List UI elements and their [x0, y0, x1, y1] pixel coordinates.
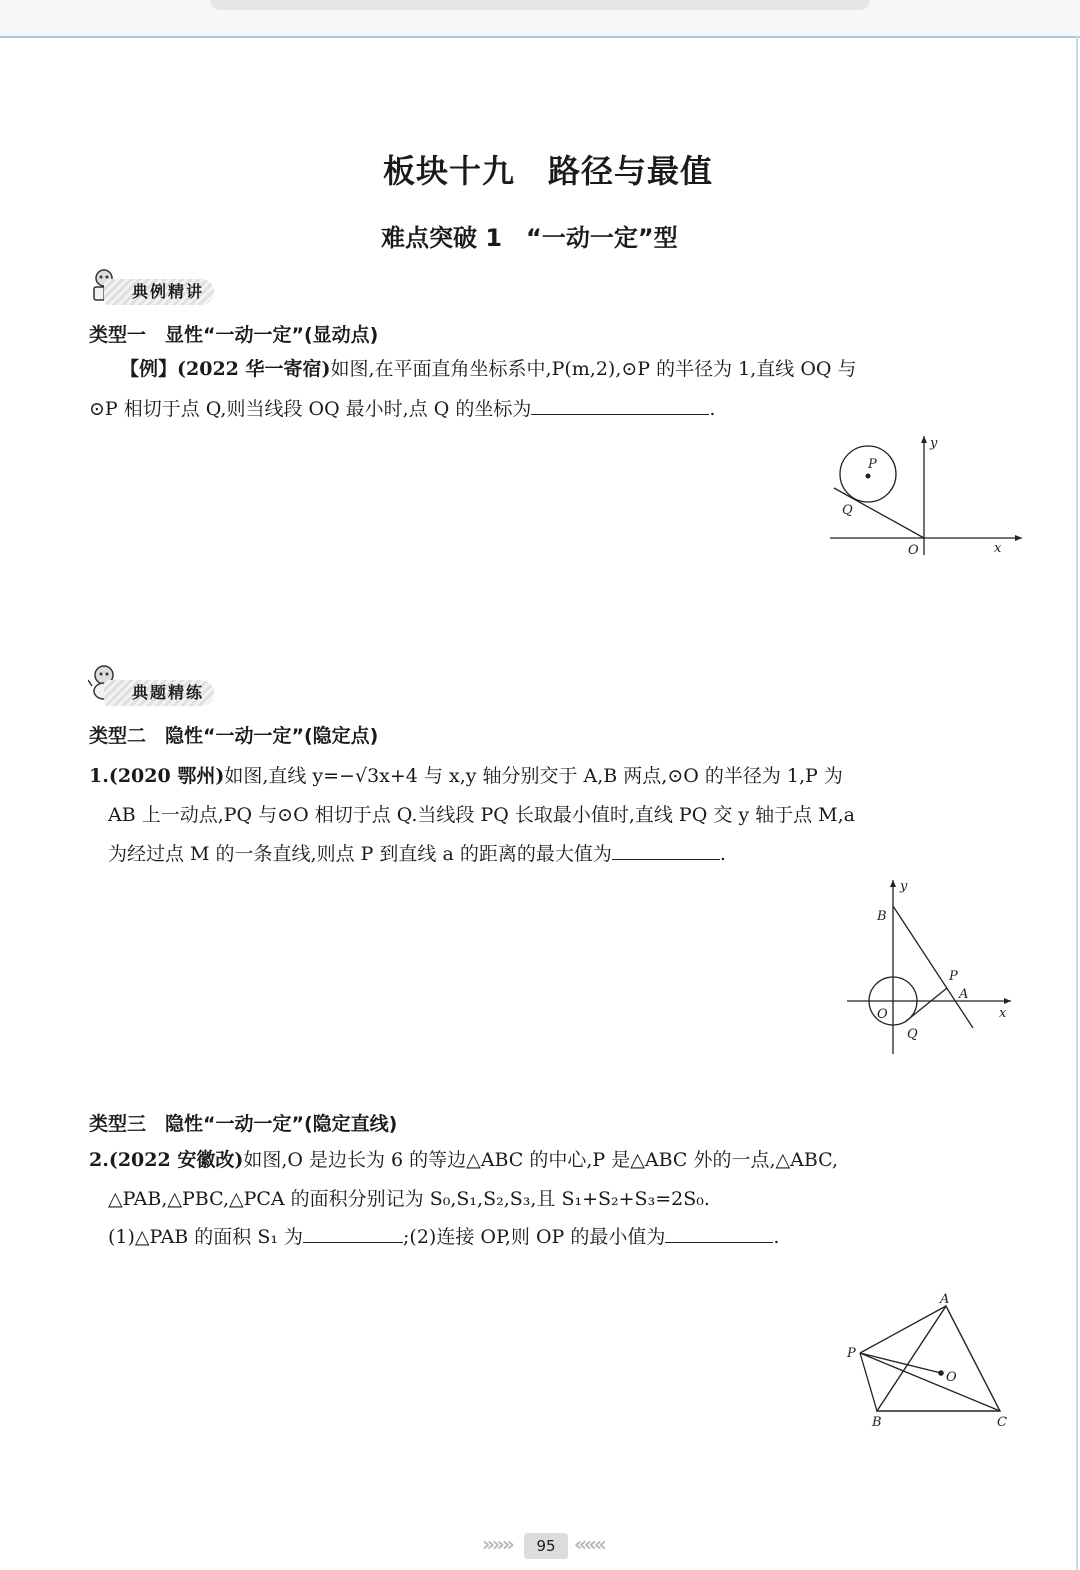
top-shadow: [210, 0, 870, 10]
example-line-2: [89, 396, 715, 422]
x-axis-arrow: [1004, 998, 1011, 1004]
answer-blank-problem2-part2[interactable]: [665, 1224, 773, 1243]
example-source: (2022 华一寄宿): [177, 358, 331, 380]
problem2-end: .: [773, 1226, 780, 1248]
segment-pa: [860, 1306, 946, 1353]
answer-blank-problem2-part1[interactable]: [303, 1224, 403, 1243]
point-p: [866, 474, 871, 479]
x-axis-arrow: [1015, 535, 1022, 541]
label-b: B: [872, 1415, 882, 1430]
line-ab: [893, 906, 973, 1028]
label-c: C: [997, 1415, 1007, 1430]
answer-blank-example[interactable]: [531, 396, 709, 415]
label-y: y: [900, 879, 908, 894]
label-o: O: [877, 1007, 888, 1022]
figure-problem2-triangle: [842, 1290, 1017, 1430]
problem2-text-3b: ;(2)连接 OP,则 OP 的最小值为: [403, 1226, 666, 1248]
problem1-number: 1.: [89, 765, 109, 787]
problem2-line-3: [108, 1224, 779, 1250]
point-o: [938, 1370, 944, 1376]
line-pq: [905, 988, 947, 1022]
problem1-end: .: [719, 843, 726, 865]
problem1-source: (2020 鄂州): [108, 765, 225, 787]
figure-example-tangent: [826, 430, 1026, 562]
label-x: x: [994, 541, 1002, 556]
example-text-2: ⊙P 相切于点 Q,则当线段 OQ 最小时,点 Q 的坐标为: [89, 398, 532, 420]
footer-right-chevrons: «««: [574, 1532, 604, 1556]
segment-pb: [860, 1353, 877, 1411]
footer-left-chevrons: »»»: [482, 1532, 512, 1556]
label-a: A: [940, 1292, 950, 1307]
label-q: Q: [907, 1027, 918, 1042]
label-p: P: [847, 1346, 856, 1361]
example-end: .: [709, 398, 716, 420]
label-y: y: [930, 436, 938, 451]
problem1-line-3: [108, 841, 726, 867]
problem2-text-3a: (1)△PAB 的面积 S₁ 为: [108, 1226, 304, 1248]
problem1-line-1: [89, 763, 843, 789]
label-o: O: [946, 1370, 957, 1385]
triangle-abc: [877, 1306, 1000, 1411]
example-tag: 【例】: [120, 358, 178, 380]
example-text-1: 如图,在平面直角坐标系中,P(m,2),⊙P 的半径为 1,直线 OQ 与: [330, 358, 857, 380]
label-q: Q: [842, 503, 853, 518]
problem2-number: 2.: [89, 1149, 109, 1171]
label-p: P: [868, 457, 877, 472]
section-subtitle: 难点突破 1 “一动一定”型: [381, 224, 678, 252]
page-number: 95: [524, 1533, 568, 1559]
section-badge-examples: 典例精讲: [104, 279, 214, 305]
segment-pc: [860, 1353, 1000, 1411]
type-three-label: 类型三 隐性“一动一定”(隐定直线): [89, 1113, 398, 1135]
problem2-line-1: [89, 1147, 838, 1173]
type-two-label: 类型二 隐性“一动一定”(隐定点): [89, 725, 379, 747]
example-line-1: [120, 356, 857, 382]
page-right-edge: [1076, 36, 1078, 1570]
label-p: P: [949, 969, 958, 984]
type-one-label: 类型一 显性“一动一定”(显动点): [89, 324, 379, 346]
y-axis-arrow: [921, 436, 927, 443]
y-axis-arrow: [890, 880, 896, 887]
label-b: B: [877, 909, 887, 924]
label-a: A: [959, 987, 969, 1002]
problem2-text-1: 如图,O 是边长为 6 的等边△ABC 的中心,P 是△ABC 外的一点,△ABC,: [243, 1149, 839, 1171]
problem1-text-1: 如图,直线 y=−√3x+4 与 x,y 轴分别交于 A,B 两点,⊙O 的半径为 1,P 为: [224, 765, 843, 787]
problem2-source: (2022 安徽改): [108, 1149, 244, 1171]
problem1-line-2: AB 上一动点,PQ 与⊙O 相切于点 Q.当线段 PQ 长取最小值时,直线 PQ 交 y 轴于点 M,a: [108, 804, 856, 826]
label-x: x: [999, 1006, 1007, 1021]
label-o: O: [908, 543, 919, 558]
problem1-text-3: 为经过点 M 的一条直线,则点 P 到直线 a 的距离的最大值为: [108, 843, 612, 865]
page-title: 板块十九 路径与最值: [383, 152, 714, 190]
answer-blank-problem1[interactable]: [612, 841, 720, 860]
problem2-line-2: △PAB,△PBC,△PCA 的面积分别记为 S₀,S₁,S₂,S₃,且 S₁+S₂+S₃=2S₀.: [108, 1188, 710, 1210]
figure-problem1: [845, 876, 1015, 1058]
section-badge-practice: 典题精练: [104, 680, 214, 706]
